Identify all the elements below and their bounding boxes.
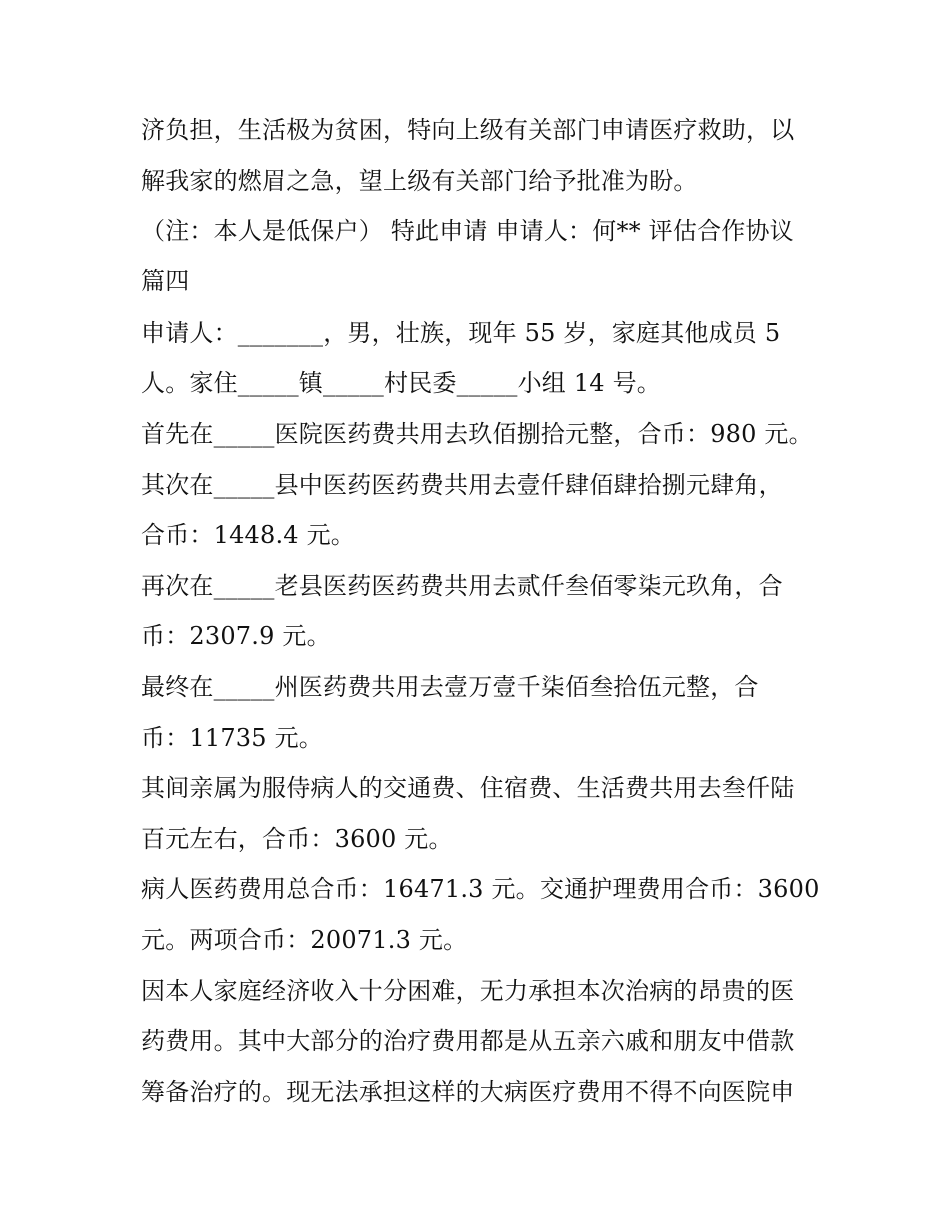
text-line: 人。家住_____镇_____村民委_____小组 14 号。: [141, 369, 661, 397]
text-line: 最终在_____州医药费共用去壹万壹千柒佰叁拾伍元整，合: [141, 673, 759, 701]
text-line: （注：本人是低保户） 特此申请 申请人：何** 评估合作协议: [141, 217, 794, 245]
text-line: 申请人：_______，男，壮族，现年 55 岁，家庭其他成员 5: [141, 319, 781, 347]
text-line: 元。两项合币：20071.3 元。: [141, 926, 468, 954]
text-line: 币：11735 元。: [141, 724, 323, 752]
text-line: 其间亲属为服侍病人的交通费、住宿费、生活费共用去叁仟陆: [141, 774, 795, 802]
text-line: 济负担，生活极为贫困，特向上级有关部门申请医疗救助，以: [141, 116, 795, 144]
text-line: 百元左右，合币：3600 元。: [141, 825, 453, 853]
text-line: 首先在_____医院医药费共用去玖佰捌拾元整，合币：980 元。: [141, 420, 813, 448]
text-line: 合币：1448.4 元。: [141, 521, 356, 549]
text-line: 药费用。其中大部分的治疗费用都是从五亲六戚和朋友中借款: [141, 1027, 795, 1055]
text-line: 币：2307.9 元。: [141, 622, 331, 650]
text-line: 筹备治疗的。现无法承担这样的大病医疗费用不得不向医院申: [141, 1078, 795, 1106]
text-line: 其次在_____县中医药医药费共用去壹仟肆佰肆拾捌元肆角，: [141, 471, 783, 499]
text-line: 因本人家庭经济收入十分困难，无力承担本次治病的昂贵的医: [141, 977, 795, 1005]
section-heading: 篇四: [141, 267, 190, 295]
text-line: 再次在_____老县医药医药费共用去贰仟叁佰零柒元玖角，合: [141, 572, 783, 600]
text-line: 病人医药费用总合币：16471.3 元。交通护理费用合币：3600: [141, 875, 820, 903]
text-line: 解我家的燃眉之急，望上级有关部门给予批准为盼。: [141, 167, 698, 195]
